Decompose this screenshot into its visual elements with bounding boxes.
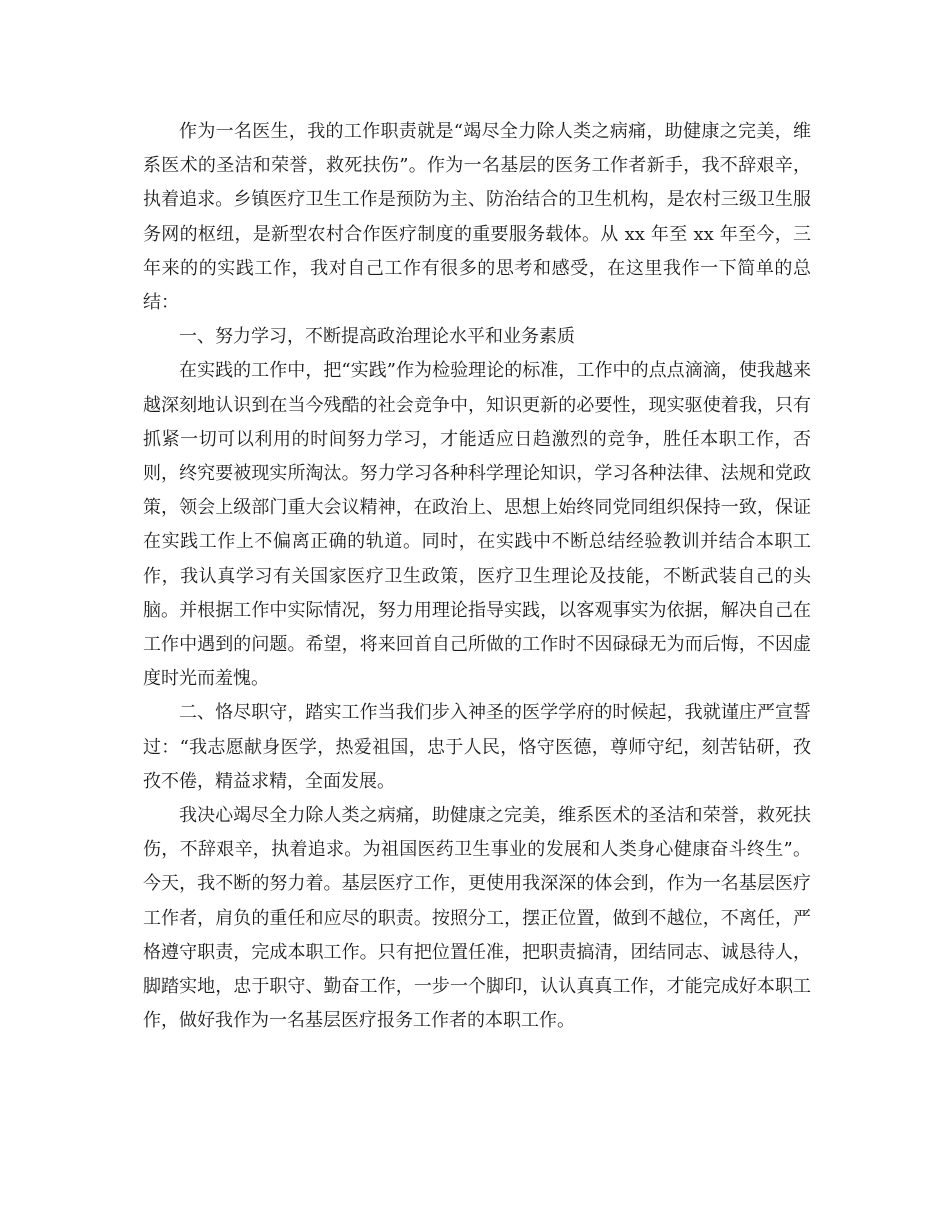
paragraph-intro: 作为一名医生，我的工作职责就是“竭尽全力除人类之病痛，助健康之完美，维系医术的圣洁和荣誉，救死扶伤”。作为一名基层的医务工作者新手，我不辞艰辛，执着追求。乡镇医疗卫生工作是预防为主、防治结合的卫生机构，是农村三级卫生服务网的枢纽，是新型农村合作医疗制度的重要服务载体。从 xx 年至 xx 年至今，三年来的的实践工作，我对自己工作有很多的思考和感受，在这里我作一下简单的总结： [143,121,811,314]
document-body [143,115,811,1038]
section-heading-2: 二、恪尽职守，踏实工作当我们步入神圣的医学学府的时候起，我就谨庄严宣誓过：“我志愿献身医学，热爱祖国，忠于人民，恪守医德，尊师守纪，刻苦钻研，孜孜不倦，精益求精，全面发展。 [143,702,811,792]
paragraph-study: 在实践的工作中，把“实践”作为检验理论的标准，工作中的点点滴滴，使我越来越深刻地认识到在当今残酷的社会竞争中，知识更新的必要性，现实驱使着我，只有抓紧一切可以利用的时间努力学习，才能适应日趋激烈的竞争，胜任本职工作，否则，终究要被现实所淘汰。努力学习各种科学理论知识，学习各种法律、法规和党政策，领会上级部门重大会议精神，在政治上、思想上始终同党同组织保持一致，保证在实践工作上不偏离正确的轨道。同时，在实践中不断总结经验教训并结合本职工作，我认真学习有关国家医疗卫生政策，医疗卫生理论及技能，不断武装自己的头脑。并根据工作中实际情况，努力用理论指导实践，以客观事实为依据，解决自己在工作中遇到的问题。希望，将来回首自己所做的工作时不因碌碌无为而后悔，不因虚度时光而羞愧。 [143,360,811,690]
paragraph-duty: 我决心竭尽全力除人类之病痛，助健康之完美，维系医术的圣洁和荣誉，救死扶伤，不辞艰辛，执着追求。为祖国医药卫生事业的发展和人类身心健康奋斗终生”。今天，我不断的努力着。基层医疗工作，更使用我深深的体会到，作为一名基层医疗工作者，肩负的重任和应尽的职责。按照分工，摆正位置，做到不越位，不离任，严格遵守职责，完成本职工作。只有把位置任准，把职责搞清，团结同志、诚恳待人，脚踏实地，忠于职守、勤奋工作，一步一个脚印，认认真真工作，才能完成好本职工作，做好我作为一名基层医疗报务工作者的本职工作。 [143,805,811,1032]
section-heading-1: 一、努力学习，不断提高政治理论水平和业务素质 [179,326,575,348]
